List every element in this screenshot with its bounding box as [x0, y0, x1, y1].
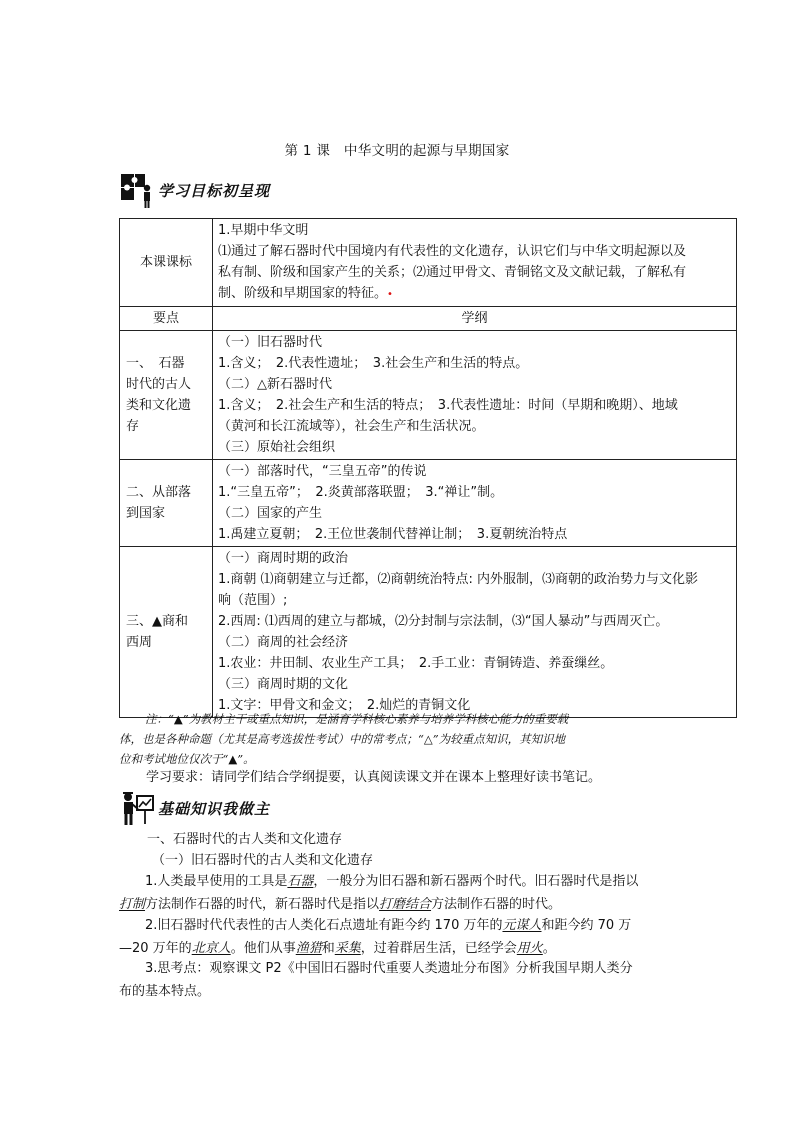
study-requirement: 学习要求：请同学们结合学纲提要，认真阅读课文并在课本上整理好读书笔记。	[146, 770, 602, 785]
row-topic: 二、从部落 到国家	[120, 460, 213, 547]
standard-label: 本课课标	[120, 219, 213, 307]
standard-line: 1.早期中华文明	[218, 223, 309, 238]
header-row	[120, 307, 737, 331]
answer-blank: 北京人	[191, 941, 231, 956]
red-dot-mark: •	[387, 289, 393, 300]
answer-blank: 打磨结合	[379, 897, 432, 912]
paragraph-1: 1.人类最早使用的工具是石器，一般分为旧石器和新石器两个时代。旧石器时代是指以 打制方法制作石器的时代，新石器时代是指以打磨结合方法制作石器的时代。	[119, 874, 639, 912]
table-note: 注：“▲”为教材主干或重点知识，是涵育学科核心素养与培养学科核心能力的重要载 体，也是各种命题（尤其是高考选拔性考试）中的常考点；“△”为较重点知识，其知识地 位和考试地位仅次于“▲”。	[119, 712, 569, 766]
standard-line: 制、阶级和早期国家的特征。•	[218, 286, 393, 301]
section-title-goals: 学习目标初呈现	[158, 181, 271, 200]
table-row	[120, 460, 737, 547]
syllabus-table	[119, 218, 737, 718]
page-title: 第 1 课 中华文明的起源与早期国家	[284, 143, 510, 159]
row-topic: 一、 石器 时代的古人 类和文化遗 存	[120, 331, 213, 460]
paragraph-2: 2.旧石器时代代表性的古人类化石点遗址有距今约 170 万年的元谋人和距今约 70 万 —20 万年的北京人。他们从事渔猎和采集，过着群居生活，已经学会用火。	[119, 918, 632, 956]
section-title-basics: 基础知识我做主	[158, 799, 271, 818]
header-keypoints: 要点	[120, 307, 213, 331]
section-header-basics	[120, 790, 270, 826]
table-row	[120, 547, 737, 718]
puzzle-person-icon	[120, 172, 154, 208]
row-topic: 三、▲商和 西周	[120, 547, 213, 718]
heading-stone-age: 一、石器时代的古人类和文化遗存	[147, 832, 343, 847]
subheading-paleolithic: （一）旧石器时代的古人类和文化遗存	[152, 853, 374, 868]
row-outline: （一）部落时代，“三皇五帝”的传说 1.“三皇五帝”； 2.炎黄部落联盟； 3.“禅让”制。 （二）国家的产生 1.禹建立夏朝； 2.王位世袭制代替禅让制； 3.夏朝统治特点	[213, 460, 737, 547]
standard-content	[213, 219, 737, 307]
section-header-goals	[120, 172, 270, 208]
paragraph-3: 3.思考点：观察课文 P2《中国旧石器时代重要人类遗址分布图》分析我国早期人类分 布的基本特点。	[119, 961, 633, 999]
row-outline: （一）商周时期的政治 1.商朝 ⑴商朝建立与迁都，⑵商朝统治特点: 内外服制，⑶商朝的政治势力与文化影 响（范围）; 2.西周: ⑴西周的建立与都城，⑵分封制与宗法制，⑶“国人暴动”与西周灭亡。 （二）商周的社会经济 1.农业：井田制、农业生产工具； 2.手工业：青铜铸造、养蚕缫丝。 （三）商周时期的文化 1.文字：甲骨文和金文； 2.灿烂的青铜文化	[213, 547, 737, 718]
header-outline: 学纲	[213, 307, 737, 331]
standard-line: ⑴通过了解石器时代中国境内有代表性的文化遗存，认识它们与中华文明起源以及	[218, 244, 687, 259]
standard-line: 私有制、阶级和国家产生的关系；⑵通过甲骨文、青铜铭文及文献记载，了解私有	[218, 265, 687, 280]
row-outline: （一）旧石器时代 1.含义； 2.代表性遗址； 3.社会生产和生活的特点。 （二）△新石器时代 1.含义； 2.社会生产和生活的特点； 3.代表性遗址：时间（早期和晚期）、地域 （黄河和长江流域等），社会生产和生活状况。 （三）原始社会组织	[213, 331, 737, 460]
answer-blank: 采集	[334, 941, 361, 956]
standard-row	[120, 219, 737, 307]
answer-blank: 石器	[287, 874, 314, 889]
answer-blank: 元谋人	[502, 918, 542, 933]
answer-blank: 打制	[119, 897, 146, 912]
table-row	[120, 331, 737, 460]
answer-blank: 渔猎	[295, 941, 322, 956]
answer-blank: 用火	[516, 941, 543, 956]
teacher-board-icon	[120, 790, 154, 826]
